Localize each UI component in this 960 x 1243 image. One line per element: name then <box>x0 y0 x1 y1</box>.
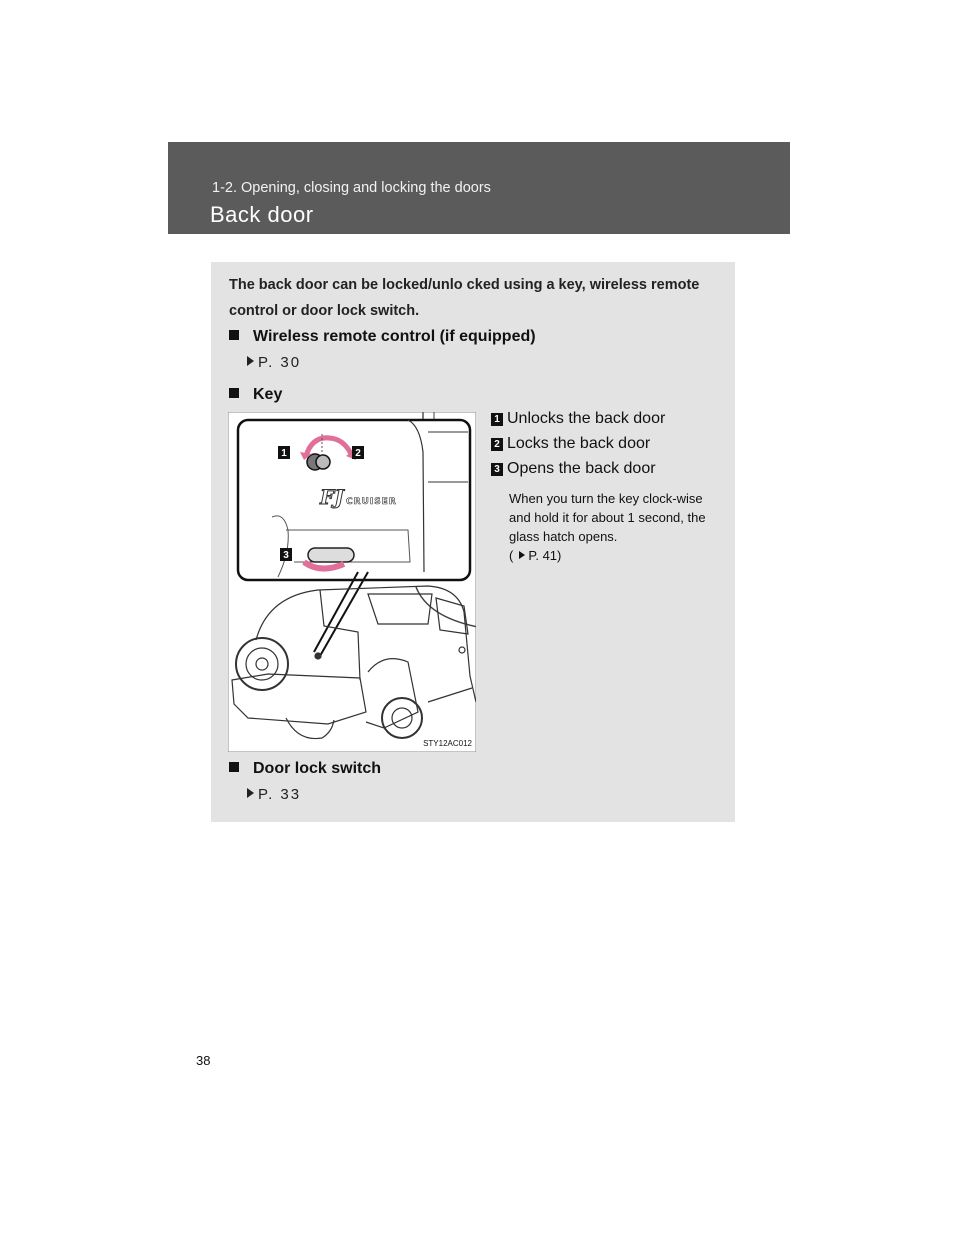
fj-emblem: FJ <box>320 485 344 509</box>
note-ref[interactable]: ( P. 41) <box>509 548 562 563</box>
ref-switch-text: P. 33 <box>258 786 302 803</box>
back-door-illustration <box>228 412 476 752</box>
zoom-callout <box>238 420 470 580</box>
note-text <box>509 489 724 565</box>
arrow-right-icon <box>247 356 254 366</box>
badge-2-label: 2 <box>355 448 361 459</box>
heading-wireless <box>229 328 536 346</box>
section-label: 1-2. Opening, closing and locking the doors <box>212 180 491 196</box>
square-bullet-icon <box>229 762 239 772</box>
heading-key-label: Key <box>253 386 283 403</box>
note-body: When you turn the key clock-wise and hold it for about 1 second, the glass hatch opens. <box>509 491 706 544</box>
step-1 <box>491 410 665 428</box>
arrow-right-icon <box>247 788 254 798</box>
badge-1 <box>278 446 290 459</box>
ref-switch[interactable] <box>247 786 301 803</box>
note-ref-text: P. 41 <box>528 548 558 563</box>
arrow-right-icon <box>519 551 525 559</box>
square-bullet-icon <box>229 330 239 340</box>
step-2 <box>491 435 650 453</box>
square-bullet-icon <box>229 388 239 398</box>
badge-1-label: 1 <box>281 448 287 459</box>
heading-wireless-label: Wireless remote control (if equipped) <box>253 328 536 345</box>
page-title: Back door <box>210 202 314 227</box>
badge-3 <box>280 548 292 561</box>
heading-key <box>229 386 282 404</box>
step-3-text: Opens the back door <box>507 460 656 477</box>
ref-wireless[interactable] <box>247 354 301 371</box>
badge-3-label: 3 <box>283 550 289 561</box>
badge-2 <box>352 446 364 459</box>
ref-wireless-text: P. 30 <box>258 354 302 371</box>
step-2-text: Locks the back door <box>507 435 651 452</box>
number-2-badge: 2 <box>491 438 503 451</box>
figure-code: STY12AC012 <box>423 739 472 748</box>
number-3-badge: 3 <box>491 463 503 476</box>
number-1-badge: 1 <box>491 413 503 426</box>
page-number: 38 <box>196 1053 211 1068</box>
svg-text:CRUISER: CRUISER <box>346 497 397 507</box>
heading-switch-label: Door lock switch <box>253 760 382 777</box>
page-header <box>168 142 790 234</box>
step-3 <box>491 460 656 478</box>
heading-switch <box>229 760 381 778</box>
intro-text: The back door can be locked/unlo cked using a key, wireless remote control or door lock switch. <box>229 277 700 319</box>
step-1-text: Unlocks the back door <box>507 410 666 427</box>
